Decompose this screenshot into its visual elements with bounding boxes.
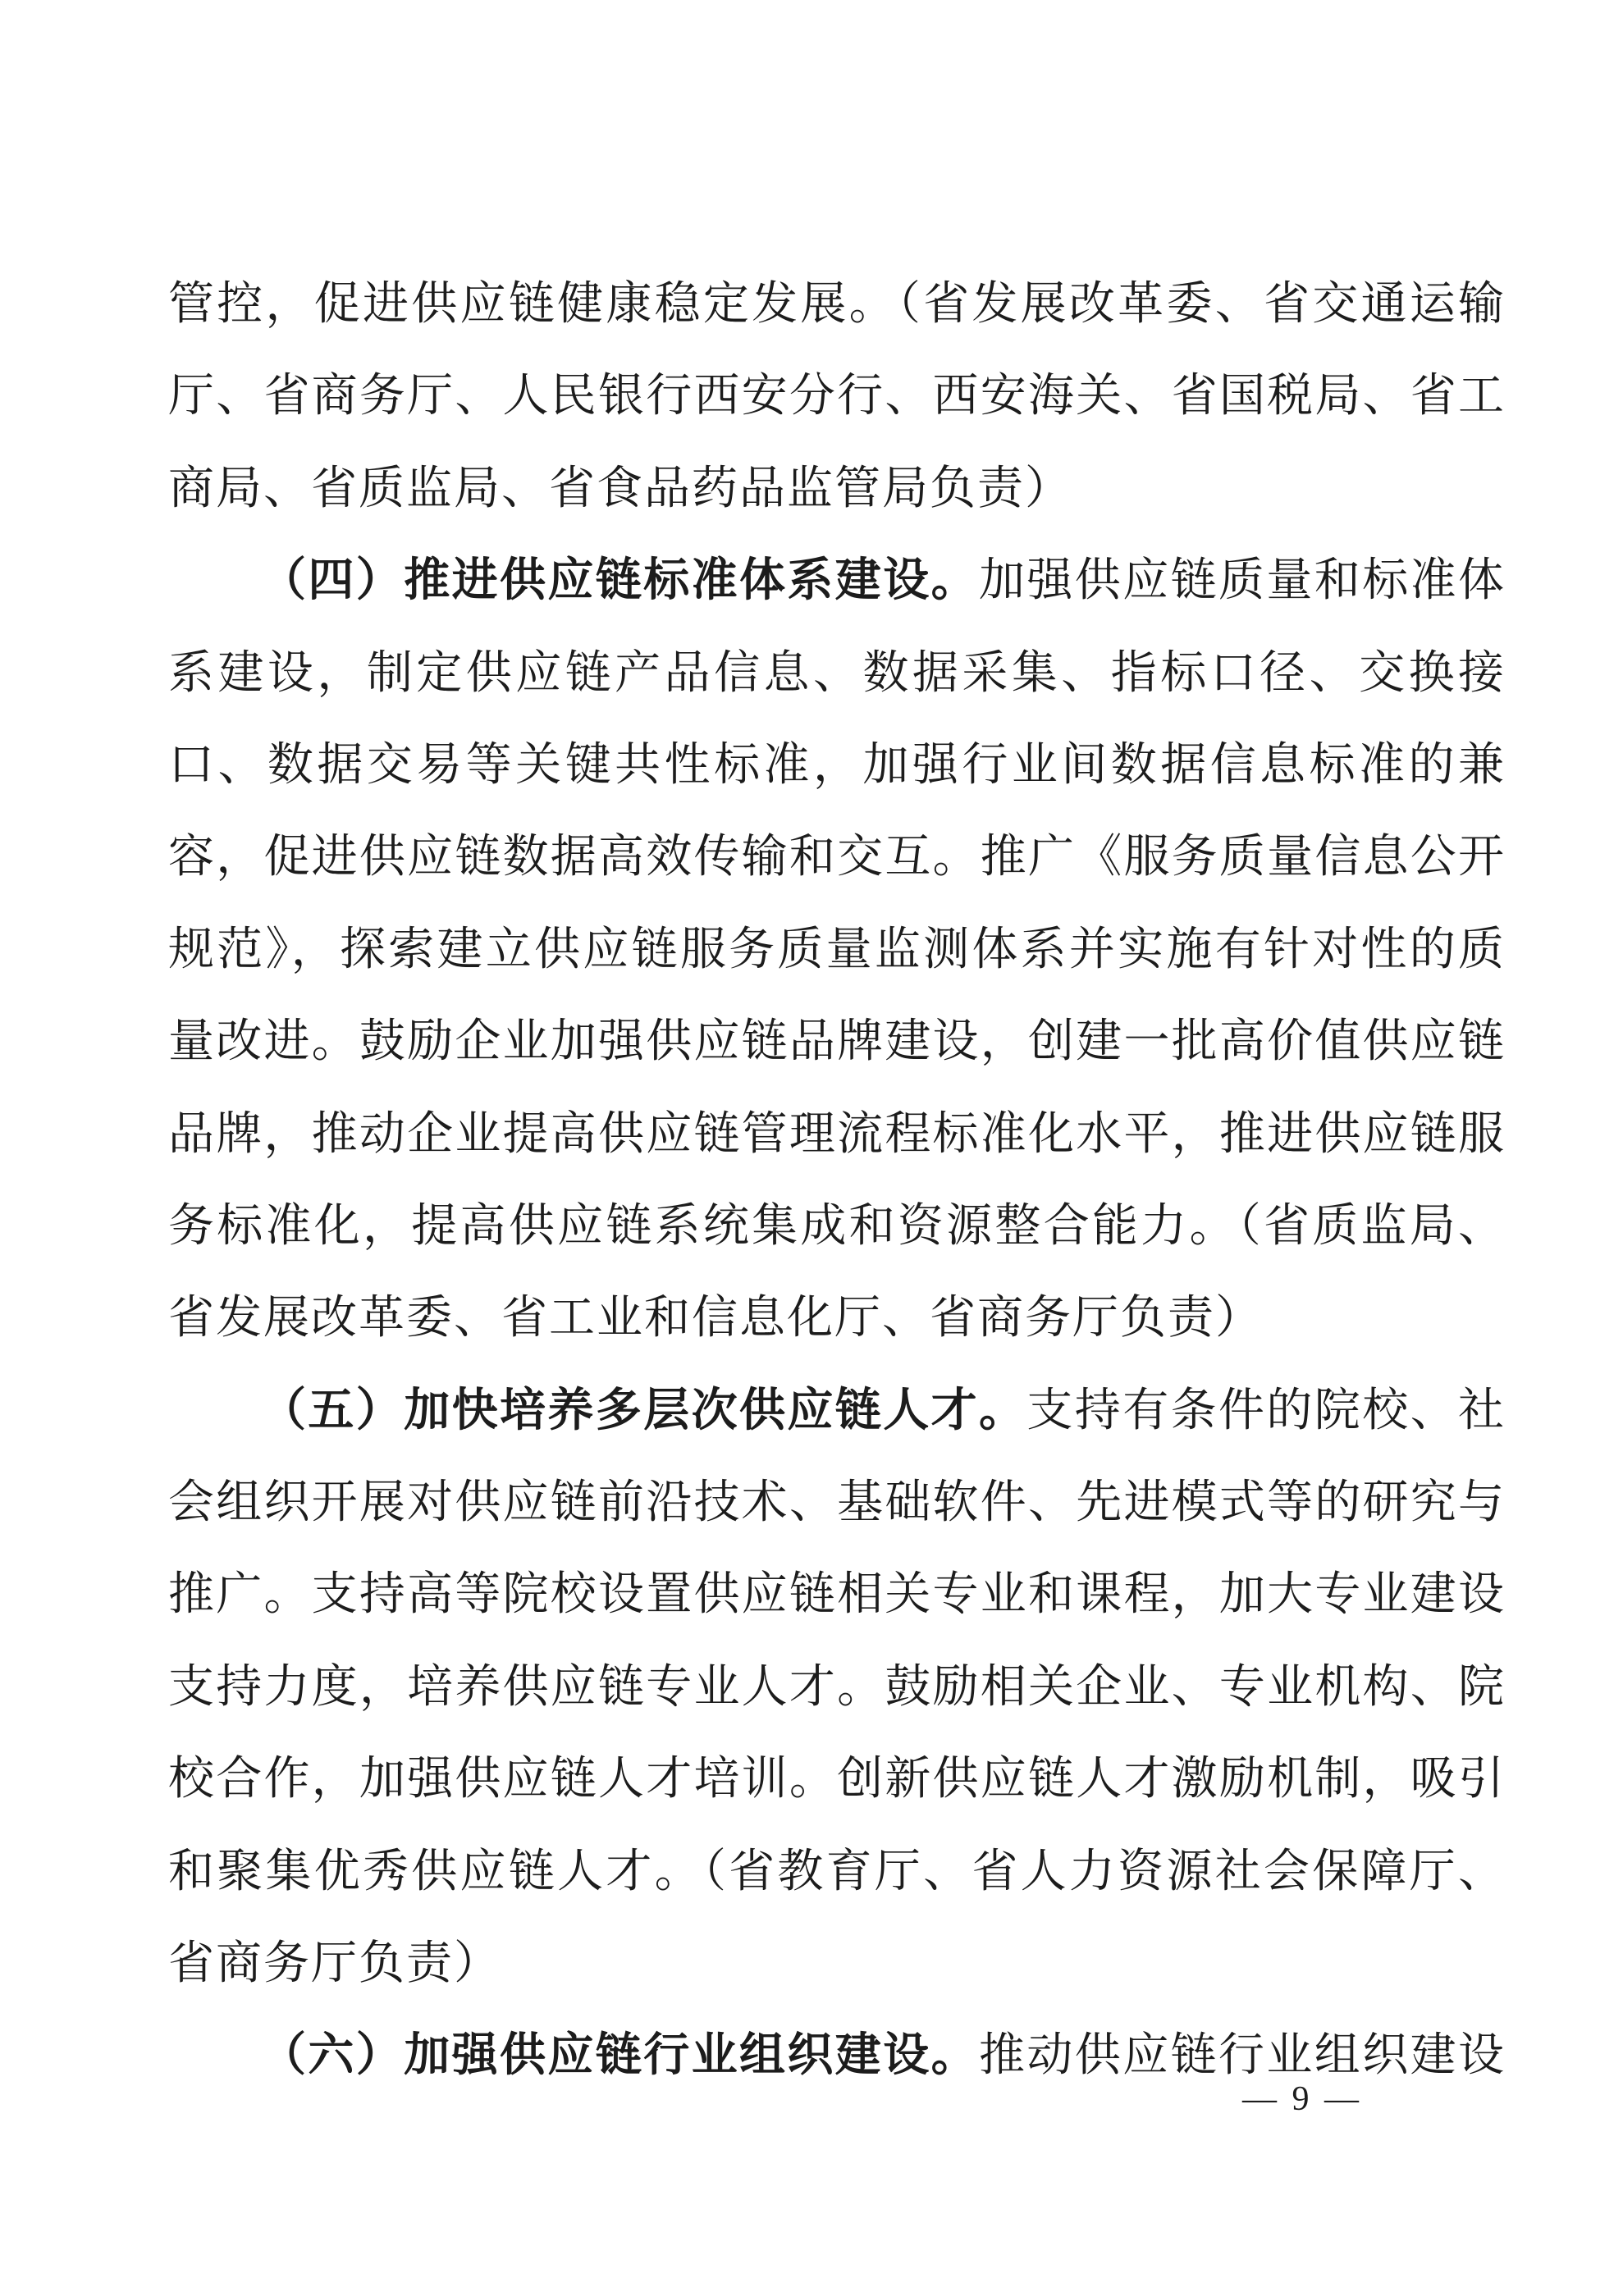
text-line: 量改进。鼓励企业加强供应链品牌建设，创建一批高价值供应链 [168,1016,1506,1068]
text-line [168,1365,1506,1457]
section-heading: （六）加强供应链行业组织建设。 [260,2030,979,2082]
page-number: — 9 — [1242,2080,1362,2118]
text-line: 容，促进供应链数据高效传输和交互。推广《服务质量信息公开 [168,832,1506,883]
text-line: 省发展改革委、省工业和信息化厅、省商务厅负责） [168,1293,1263,1344]
text-line: 会组织开展对供应链前沿技术、基础软件、先进模式等的研究与 [168,1477,1506,1529]
text-line: 务标准化，提高供应链系统集成和资源整合能力。（省质监局、 [168,1200,1506,1252]
text-line: 系建设，制定供应链产品信息、数据采集、指标口径、交换接 [168,647,1506,699]
line-text: 加强供应链质量和标准体 [979,555,1506,607]
section-heading: （五）加快培养多层次供应链人才。 [260,1385,1027,1436]
text-line: 省商务厅负责） [168,1938,501,1990]
text-line: 规范》，探索建立供应链服务质量监测体系并实施有针对性的质 [168,924,1506,975]
line-text: 支持有条件的院校、社 [1026,1385,1506,1436]
text-line: 商局、省质监局、省食品药品监管局负责） [168,463,1072,514]
text-line: 校合作，加强供应链人才培训。创新供应链人才激励机制，吸引 [168,1754,1506,1805]
text-line: 厅、省商务厅、人民银行西安分行、西安海关、省国税局、省工 [168,371,1506,422]
text-line: 口、数据交易等关键共性标准，加强行业间数据信息标准的兼 [168,739,1506,791]
text-line: 支持力度，培养供应链专业人才。鼓励相关企业、专业机构、院 [168,1661,1506,1713]
line-text: 推动供应链行业组织建设 [979,2030,1506,2082]
text-line: 和聚集优秀供应链人才。（省教育厅、省人力资源社会保障厅、 [168,1846,1506,1897]
text-column [168,258,1506,2102]
text-line: 管控，促进供应链健康稳定发展。（省发展改革委、省交通运输 [168,279,1506,330]
text-line: 品牌，推动企业提高供应链管理流程标准化水平，推进供应链服 [168,1108,1506,1160]
text-line: 推广。支持高等院校设置供应链相关专业和课程，加大专业建设 [168,1569,1506,1621]
section-heading: （四）推进供应链标准体系建设。 [260,555,979,607]
text-line [168,535,1506,627]
